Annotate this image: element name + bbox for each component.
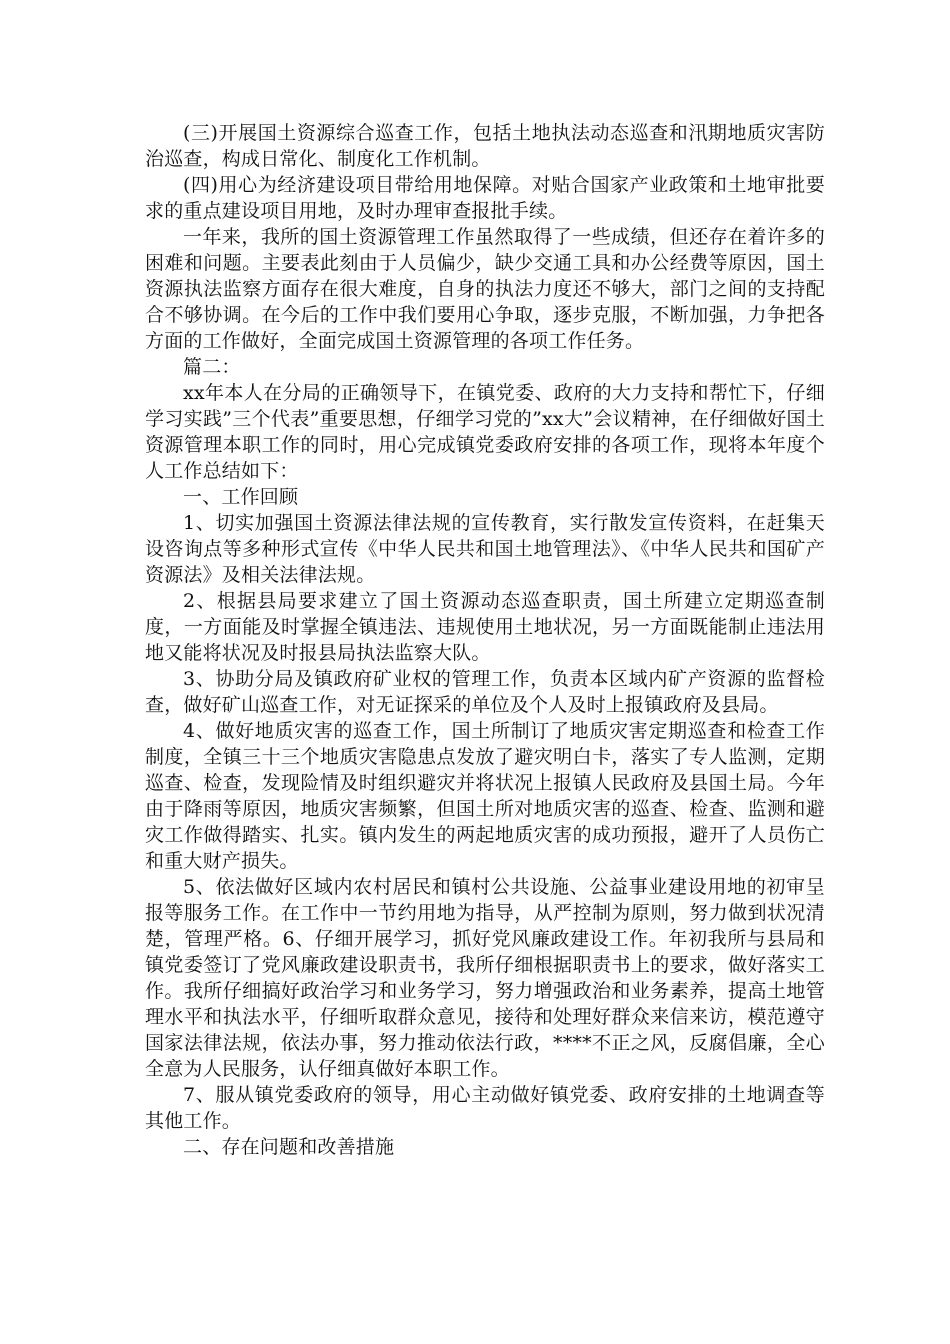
section-heading-part-two: 篇二：: [183, 356, 241, 378]
paragraph-item-1: 1、切实加强国土资源法律法规的宣传教育，实行散发宣传资料，在赶集天设咨询点等多种形式宣传《中华人民共和国土地管理法》、《中华人民共和国矿产资源法》及相关法律法规。: [145, 512, 825, 586]
paragraph-item-4: 4、做好地质灾害的巡查工作，国土所制订了地质灾害定期巡查和检查工作制度，全镇三十三个地质灾害隐患点发放了避灾明白卡，落实了专人监测，定期巡查、检查，发现险情及时组织避灾并将状况上报镇人民政府及县国土局。今年由于降雨等原因，地质灾害频繁，但国土所对地质灾害的巡查、检查、监测和避灾工作做得踏实、扎实。镇内发生的两起地质灾害的成功预报，避开了人员伤亡和重大财产损失。: [145, 720, 825, 872]
section-heading-problems: 二、存在问题和改善措施: [183, 1136, 395, 1158]
paragraph-item-2: 2、根据县局要求建立了国土资源动态巡查职责，国土所建立定期巡查制度，一方面能及时掌握全镇违法、违规使用土地状况，另一方面既能制止违法用地又能将状况及时报县局执法监察大队。: [145, 590, 825, 664]
section-heading-work-review: 一、工作回顾: [183, 486, 299, 508]
document-body: [145, 120, 825, 1160]
paragraph-introduction: xx年本人在分局的正确领导下，在镇党委、政府的大力支持和帮忙下，仔细学习实践”三个代表”重要思想，仔细学习党的”xx大”会议精神，在仔细做好国土资源管理本职工作的同时，用心完成镇党委政府安排的各项工作，现将本年度个人工作总结如下：: [145, 382, 825, 482]
paragraph-item-7: 7、服从镇党委政府的领导，用心主动做好镇党委、政府安排的土地调查等其他工作。: [145, 1084, 825, 1132]
paragraph-item-3: 3、协助分局及镇政府矿业权的管理工作，负责本区域内矿产资源的监督检查，做好矿山巡查工作，对无证探采的单位及个人及时上报镇政府及县局。: [145, 668, 825, 716]
paragraph-item-5-6: 5、依法做好区域内农村居民和镇村公共设施、公益事业建设用地的初审呈报等服务工作。在工作中一节约用地为指导，从严控制为原则，努力做到状况清楚，管理严格。6、仔细开展学习，抓好党风廉政建设工作。年初我所与县局和镇党委签订了党风廉政建设职责书，我所仔细根据职责书上的要求，做好落实工作。我所仔细搞好政治学习和业务学习，努力增强政治和业务素养，提高土地管理水平和执法水平，仔细听取群众意见，接待和处理好群众来信来访，模范遵守国家法律法规，依法办事，努力推动依法行政，****不正之风，反腐倡廉，全心全意为人民服务，认仔细真做好本职工作。: [145, 876, 825, 1080]
paragraph-land-guarantee: (四)用心为经济建设项目带给用地保障。对贴合国家产业政策和土地审批要求的重点建设项目用地，及时办理审查报批手续。: [145, 174, 825, 222]
paragraph-year-summary: 一年来，我所的国土资源管理工作虽然取得了一些成绩，但还存在着许多的困难和问题。主要表此刻由于人员偏少，缺少交通工具和办公经费等原因，国土资源执法监察方面存在很大难度，自身的执法力度还不够大，部门之间的支持配合不够协调。在今后的工作中我们要用心争取，逐步克服，不断加强，力争把各方面的工作做好，全面完成国土资源管理的各项工作任务。: [145, 226, 825, 352]
paragraph-inspection-mechanism: (三)开展国土资源综合巡查工作，包括土地执法动态巡查和汛期地质灾害防治巡查，构成日常化、制度化工作机制。: [145, 122, 825, 170]
